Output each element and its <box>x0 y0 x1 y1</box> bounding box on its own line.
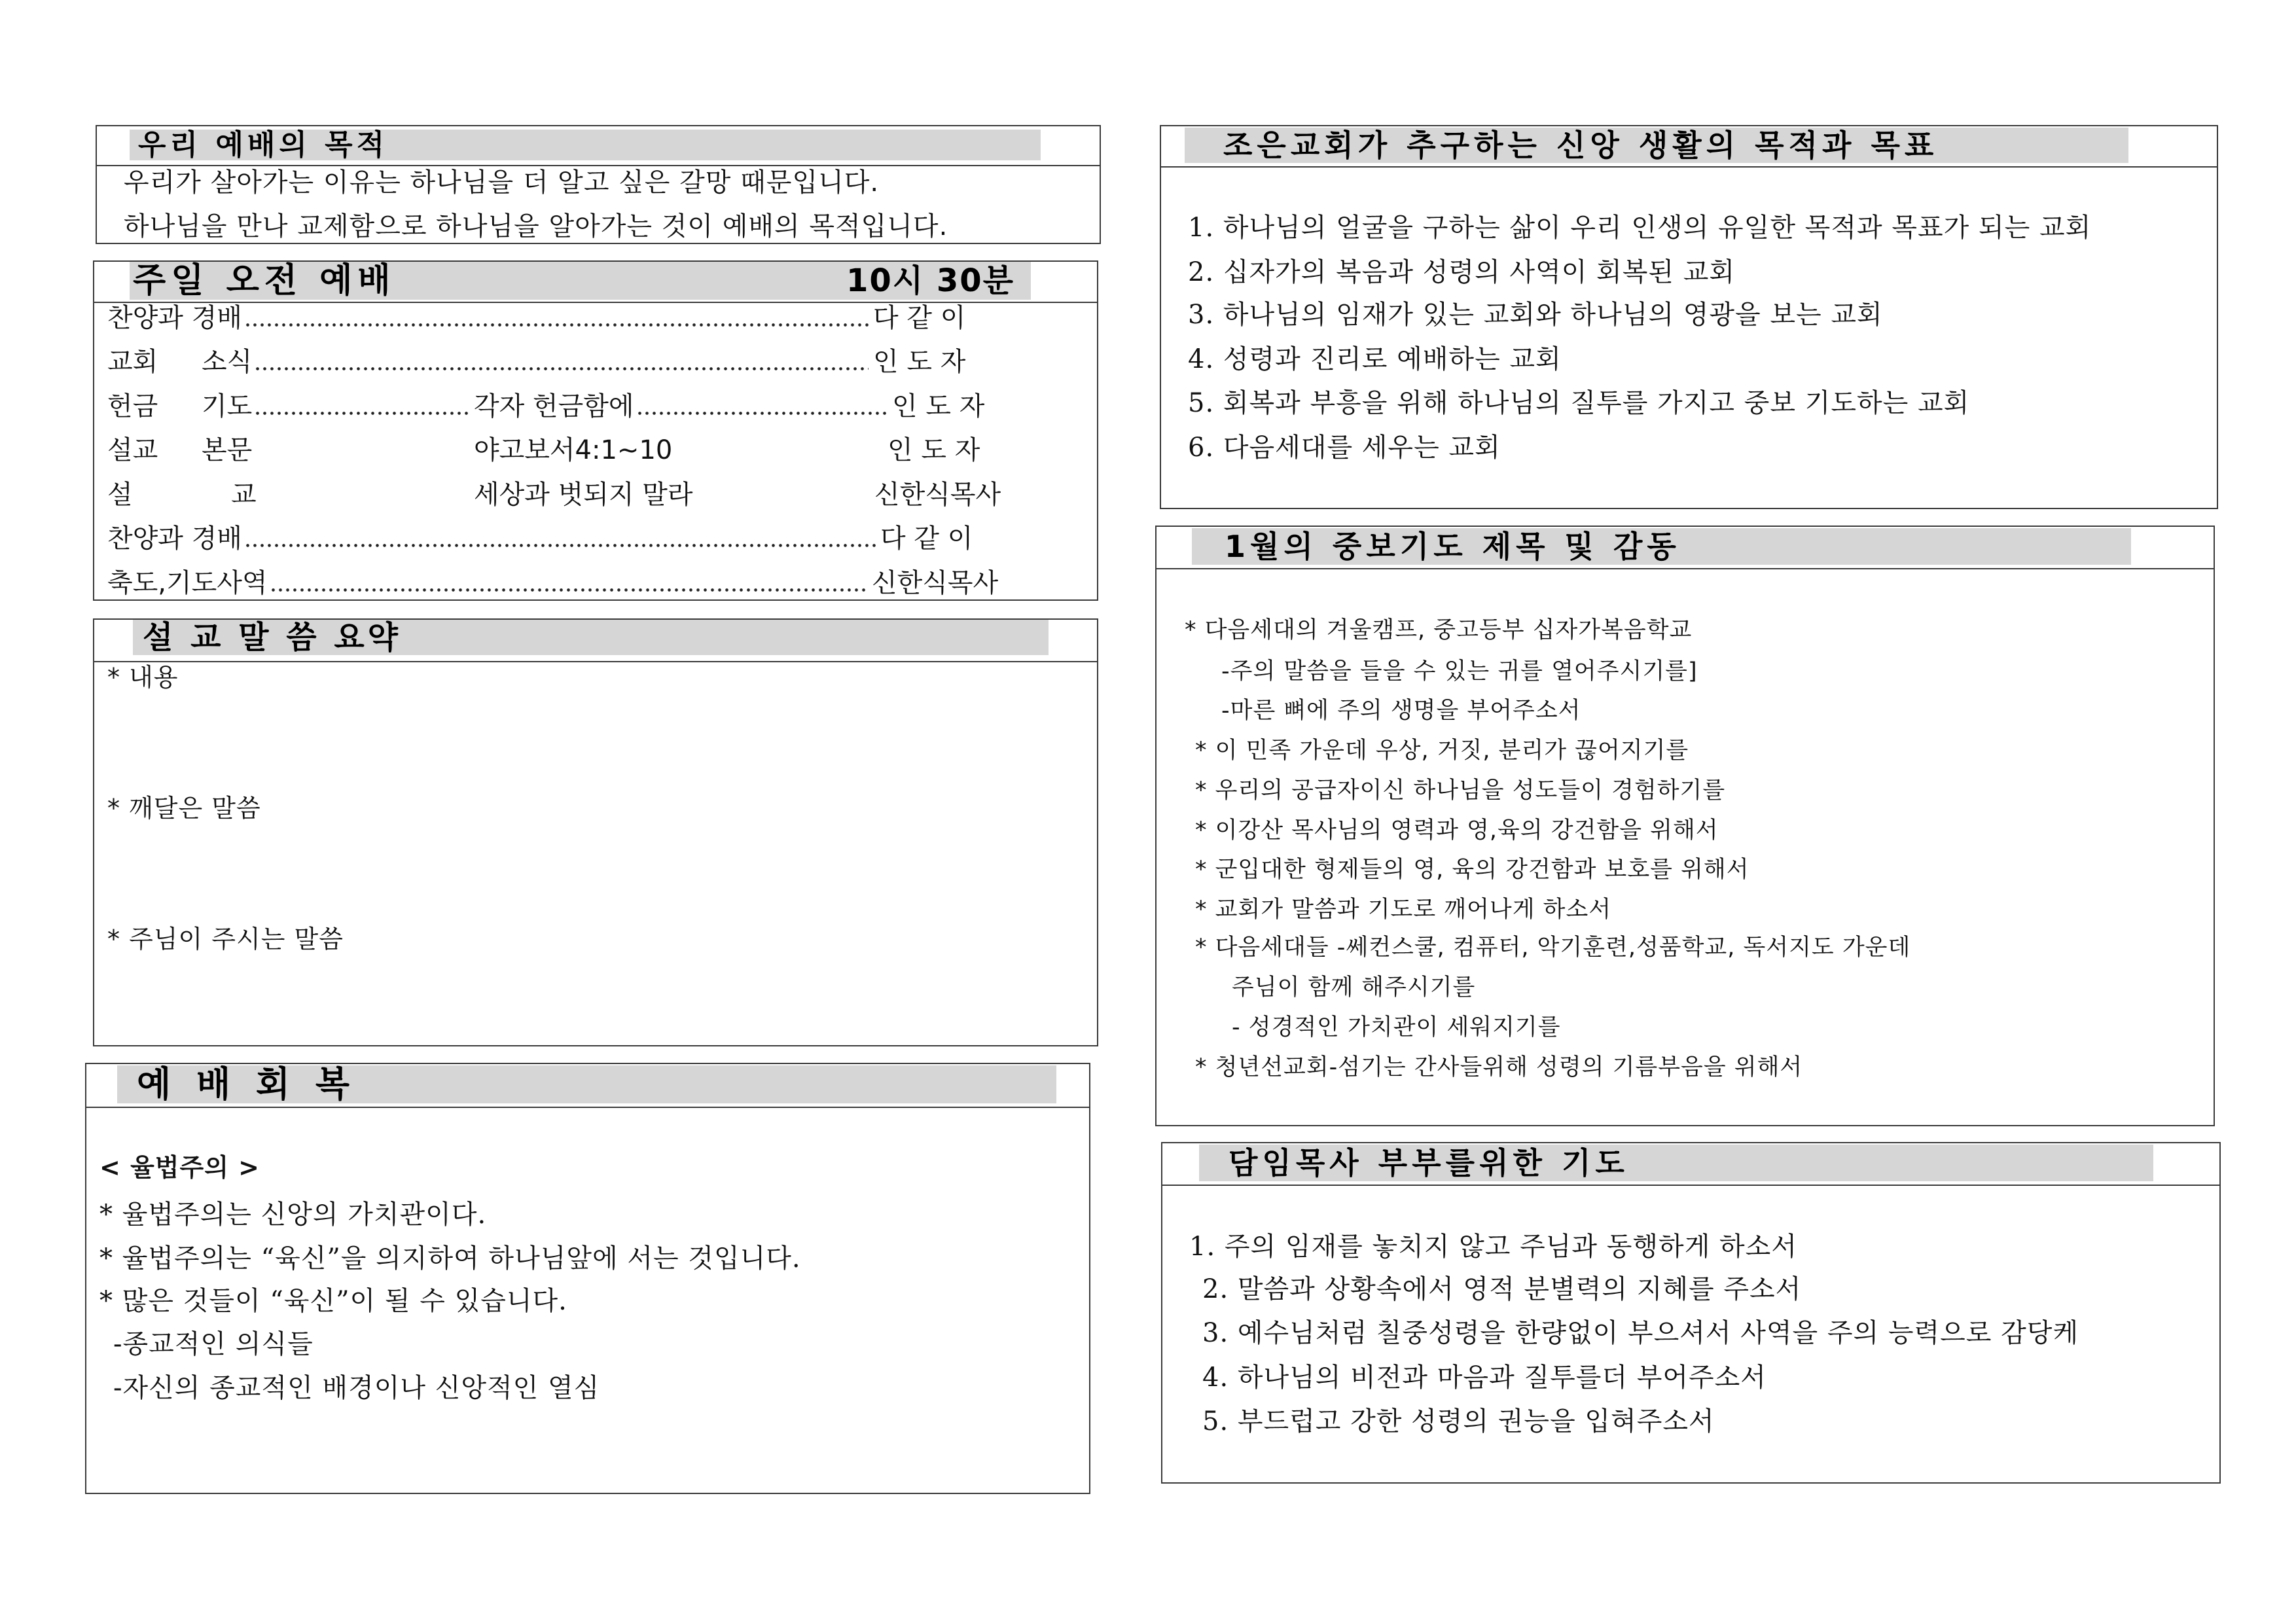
purpose-line: 하나님을 만나 교제함으로 하나님을 알아가는 것이 예배의 목적입니다. <box>124 211 948 241</box>
dot-leader <box>244 524 876 553</box>
order-label: 헌금 <box>107 391 158 421</box>
dot-leader <box>254 392 469 421</box>
worship-recovery-title: 예 배 회 복 <box>137 1063 357 1105</box>
order-item <box>107 480 471 509</box>
sermon-summary-box <box>93 618 1098 1046</box>
dot-leader <box>244 304 869 332</box>
order-label: 찬양과 경배 <box>107 524 242 554</box>
summary-item: * 깨달은 말씀 <box>107 794 261 823</box>
intercession-header <box>1157 527 2214 569</box>
dot-leader <box>254 348 869 376</box>
order-row <box>94 392 1097 421</box>
prayer-subitem: -마른 뼈에 주의 생명을 부어주소서 <box>1221 698 1581 724</box>
order-label: 축도,기도사역 <box>107 568 268 598</box>
pastor-prayer-item: 1. 주의 임재를 놓치지 않고 주님과 동행하게 하소서 <box>1189 1232 1797 1262</box>
order-row <box>94 524 1097 553</box>
worship-purpose-title: 우리 예배의 목적 <box>138 128 389 162</box>
order-person: 인 도 자 <box>873 347 966 377</box>
prayer-item: * 이강산 목사님의 영력과 영,육의 강건함을 위해서 <box>1195 817 1719 844</box>
recovery-subline: -종교적인 의식들 <box>113 1329 314 1359</box>
sermon-summary-header <box>94 620 1097 662</box>
prayer-item: * 군입대한 형제들의 영, 육의 강건함과 보호를 위해서 <box>1195 857 1749 883</box>
order-item <box>107 569 869 597</box>
church-goals-header <box>1161 126 2217 168</box>
summary-item: * 주님이 주시는 말씀 <box>107 925 344 954</box>
goal-item: 2. 십자가의 복음과 성령의 사역이 회복된 교회 <box>1188 257 1735 287</box>
prayer-item: * 교회가 말씀과 기도로 깨어나게 하소서 <box>1195 897 1612 923</box>
pastor-prayer-header <box>1162 1143 2219 1186</box>
prayer-item: * 다음세대들 -쎄컨스쿨, 컴퓨터, 악기훈련,성품학교, 독서지도 가운데 <box>1195 935 1911 961</box>
prayer-item: * 다음세대의 겨울캠프, 중고등부 십자가복음학교 <box>1185 617 1693 643</box>
recovery-line: * 많은 것들이 “육신”이 될 수 있습니다. <box>99 1286 567 1316</box>
intercession-box <box>1155 526 2215 1126</box>
order-label-second: 본문 <box>202 435 253 465</box>
worship-recovery-box <box>85 1063 1090 1494</box>
worship-recovery-header <box>86 1064 1089 1108</box>
goal-item: 6. 다음세대를 세우는 교회 <box>1188 433 1501 463</box>
pastor-prayer-box <box>1161 1142 2221 1484</box>
pastor-prayer-title: 담임목사 부부를위한 기도 <box>1229 1145 1629 1181</box>
intercession-title: 1월의 중보기도 제목 및 감동 <box>1225 529 1681 564</box>
prayer-item: * 이 민족 가운데 우상, 거짓, 분리가 끊어지기를 <box>1195 738 1689 764</box>
order-label: 설 <box>107 480 133 510</box>
order-middle: 각자 헌금함에 <box>474 391 634 421</box>
order-label-second: 소식 <box>202 347 253 377</box>
order-person: 다 같 이 <box>880 524 973 554</box>
service-time: 10시 30분 <box>846 262 1015 299</box>
order-person: 신한식목사 <box>872 568 999 598</box>
summary-item: * 내용 <box>107 663 179 692</box>
order-item <box>107 348 870 376</box>
order-person: 신한식목사 <box>874 480 1001 510</box>
order-label-second: 기도 <box>202 391 253 421</box>
pastor-prayer-item: 4. 하나님의 비전과 마음과 질투를더 부어주소서 <box>1202 1363 1767 1393</box>
dot-leader <box>270 569 867 597</box>
order-label: 교회 <box>107 347 158 377</box>
prayer-item: * 우리의 공급자이신 하나님을 성도들이 경험하기를 <box>1195 777 1726 804</box>
order-item <box>107 304 870 332</box>
order-label: 설교 <box>107 435 158 465</box>
pastor-prayer-item: 5. 부드럽고 강한 성령의 권능을 입혀주소서 <box>1202 1406 1715 1436</box>
prayer-subitem: 주님이 함께 해주시기를 <box>1232 974 1476 1001</box>
scripture-reference: 야고보서4:1~10 <box>474 435 673 465</box>
worship-purpose-box <box>96 125 1101 244</box>
purpose-line: 우리가 살아가는 이유는 하나님을 더 알고 싶은 갈망 때문입니다. <box>124 168 880 198</box>
recovery-subline: -자신의 종교적인 배경이나 신앙적인 열심 <box>113 1373 600 1403</box>
prayer-subitem: - 성경적인 가치관이 세워지기를 <box>1232 1014 1561 1041</box>
sermon-title: 세상과 벗되지 말라 <box>474 480 693 510</box>
order-row <box>94 436 1097 465</box>
pastor-prayer-item: 3. 예수님처럼 칠중성령을 한량없이 부으셔서 사역을 주의 능력으로 감당케 <box>1202 1318 2079 1348</box>
order-detail <box>474 392 889 421</box>
pastor-prayer-item: 2. 말씀과 상황속에서 영적 분별력의 지혜를 주소서 <box>1202 1274 1802 1304</box>
order-item <box>107 524 878 553</box>
order-label: 찬양과 경배 <box>107 303 242 333</box>
goal-item: 1. 하나님의 얼굴을 구하는 삶이 우리 인생의 유일한 목적과 목표가 되는 교회 <box>1188 213 2092 243</box>
legalism-heading: < 율법주의 > <box>99 1153 260 1182</box>
order-row <box>94 569 1097 597</box>
church-goals-title: 조은교회가 추구하는 신앙 생활의 목적과 목표 <box>1223 128 1939 163</box>
prayer-subitem: -주의 말씀을 들을 수 있는 귀를 열어주시기를] <box>1221 658 1698 685</box>
sermon-summary-title: 설 교 말 씀 요약 <box>143 619 402 656</box>
sunday-service-title: 주일 오전 예배 <box>133 261 396 300</box>
order-person: 인 도 자 <box>888 435 980 465</box>
church-goals-box <box>1160 125 2218 509</box>
order-row <box>94 348 1097 376</box>
recovery-line: * 율법주의는 “육신”을 의지하여 하나님앞에 서는 것입니다. <box>99 1243 801 1274</box>
order-person: 인 도 자 <box>892 391 985 421</box>
order-row <box>94 480 1097 509</box>
goal-item: 3. 하나님의 임재가 있는 교회와 하나님의 영광을 보는 교회 <box>1188 300 1883 330</box>
worship-purpose-header <box>97 126 1100 166</box>
prayer-item: * 청년선교회-섬기는 간사들위해 성령의 기름부음을 위해서 <box>1195 1054 1803 1080</box>
sunday-service-box <box>93 260 1098 601</box>
sunday-service-header <box>94 262 1097 303</box>
goal-item: 4. 성령과 진리로 예배하는 교회 <box>1188 344 1562 374</box>
goal-item: 5. 회복과 부흥을 위해 하나님의 질투를 가지고 중보 기도하는 교회 <box>1188 388 1970 418</box>
order-person: 다 같 이 <box>873 303 966 333</box>
order-item <box>107 436 471 465</box>
order-item <box>107 392 471 421</box>
order-row <box>94 304 1097 332</box>
dot-leader <box>636 392 888 421</box>
recovery-line: * 율법주의는 신앙의 가치관이다. <box>99 1200 487 1230</box>
order-label-second: 교 <box>231 480 257 510</box>
